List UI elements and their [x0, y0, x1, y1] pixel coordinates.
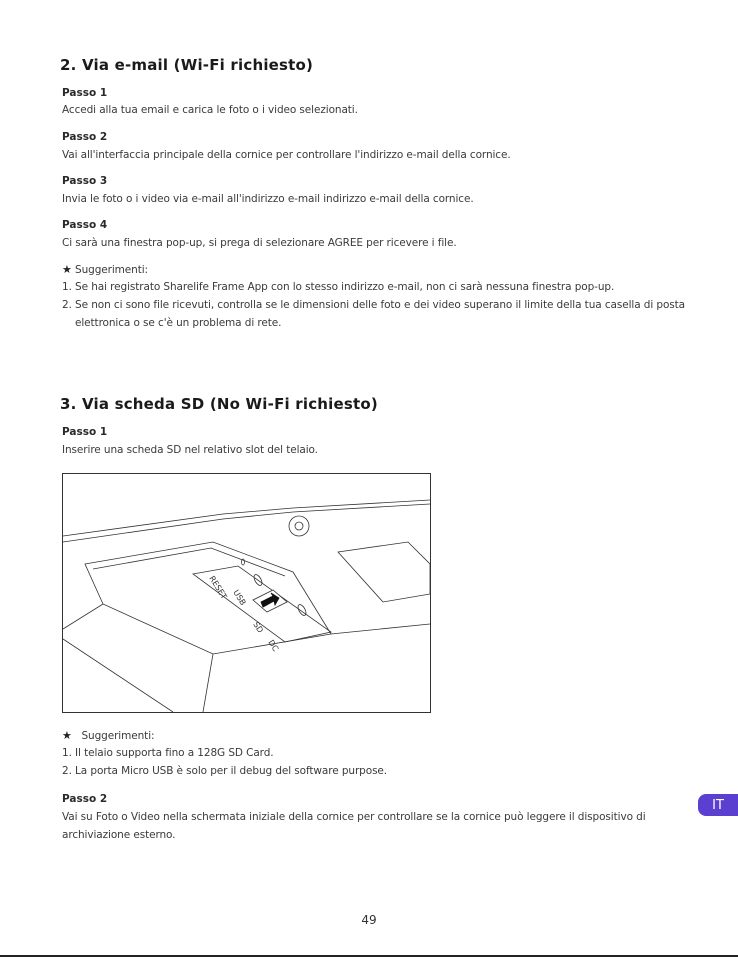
- step-label: Passo 1: [62, 426, 108, 438]
- tip-item: 2. Se non ci sono file ricevuti, controlla se le dimensioni delle foto e dei video superano il limite della tua casella di posta: [62, 299, 686, 311]
- usb-label: USB: [231, 588, 248, 607]
- step-label: Passo 3: [62, 175, 108, 187]
- tips-title: [62, 729, 154, 742]
- step-label: Passo 1: [62, 87, 108, 99]
- sd-slot-illustration: [62, 473, 431, 713]
- step-label: Passo 4: [62, 219, 108, 231]
- tip-item: 2. La porta Micro USB è solo per il debug del software purpose.: [62, 765, 388, 777]
- section-2-heading: 2. Via e-mail (Wi-Fi richiesto): [60, 56, 314, 74]
- reset-label: RESET: [207, 574, 229, 601]
- step-text: Accedi alla tua email e carica le foto o i video selezionati.: [62, 104, 358, 116]
- step-text: Vai su Foto o Video nella schermata iniziale della cornice per controllare se la cornice può leggere il dispositivo di: [62, 811, 646, 823]
- section-3-heading: 3. Via scheda SD (No Wi-Fi richiesto): [60, 395, 378, 413]
- tip-item: 1. Il telaio supporta fino a 128G SD Card.: [62, 747, 274, 759]
- step-text: Invia le foto o i video via e-mail all'indirizzo e-mail indirizzo e-mail della cornice.: [62, 193, 474, 205]
- tips-title: [62, 263, 148, 276]
- tips-title-text: Suggerimenti:: [75, 264, 148, 276]
- step-text: Inserire una scheda SD nel relativo slot del telaio.: [62, 444, 318, 456]
- tip-item: 1. Se hai registrato Sharelife Frame App con lo stesso indirizzo e-mail, non ci sarà nessuna finestra pop-up.: [62, 281, 615, 293]
- language-tab: IT: [698, 794, 738, 816]
- star-icon: ★: [62, 263, 72, 276]
- step-text: Vai all'interfaccia principale della cornice per controllare l'indirizzo e-mail della cornice.: [62, 149, 511, 161]
- dc-label: DC: [266, 638, 281, 654]
- sd-label: SD: [251, 620, 265, 635]
- bottom-divider: [0, 955, 738, 957]
- tip-item: elettronica o se c'è un problema di rete.: [75, 317, 282, 329]
- step-text: archiviazione esterno.: [62, 829, 176, 841]
- star-icon: ★: [62, 729, 72, 742]
- page-number: 49: [361, 913, 377, 927]
- step-label: Passo 2: [62, 131, 108, 143]
- step-text: Ci sarà una finestra pop-up, si prega di selezionare AGREE per ricevere i file.: [62, 237, 457, 249]
- step-label: Passo 2: [62, 793, 108, 805]
- tips-title-text: Suggerimenti:: [81, 730, 155, 742]
